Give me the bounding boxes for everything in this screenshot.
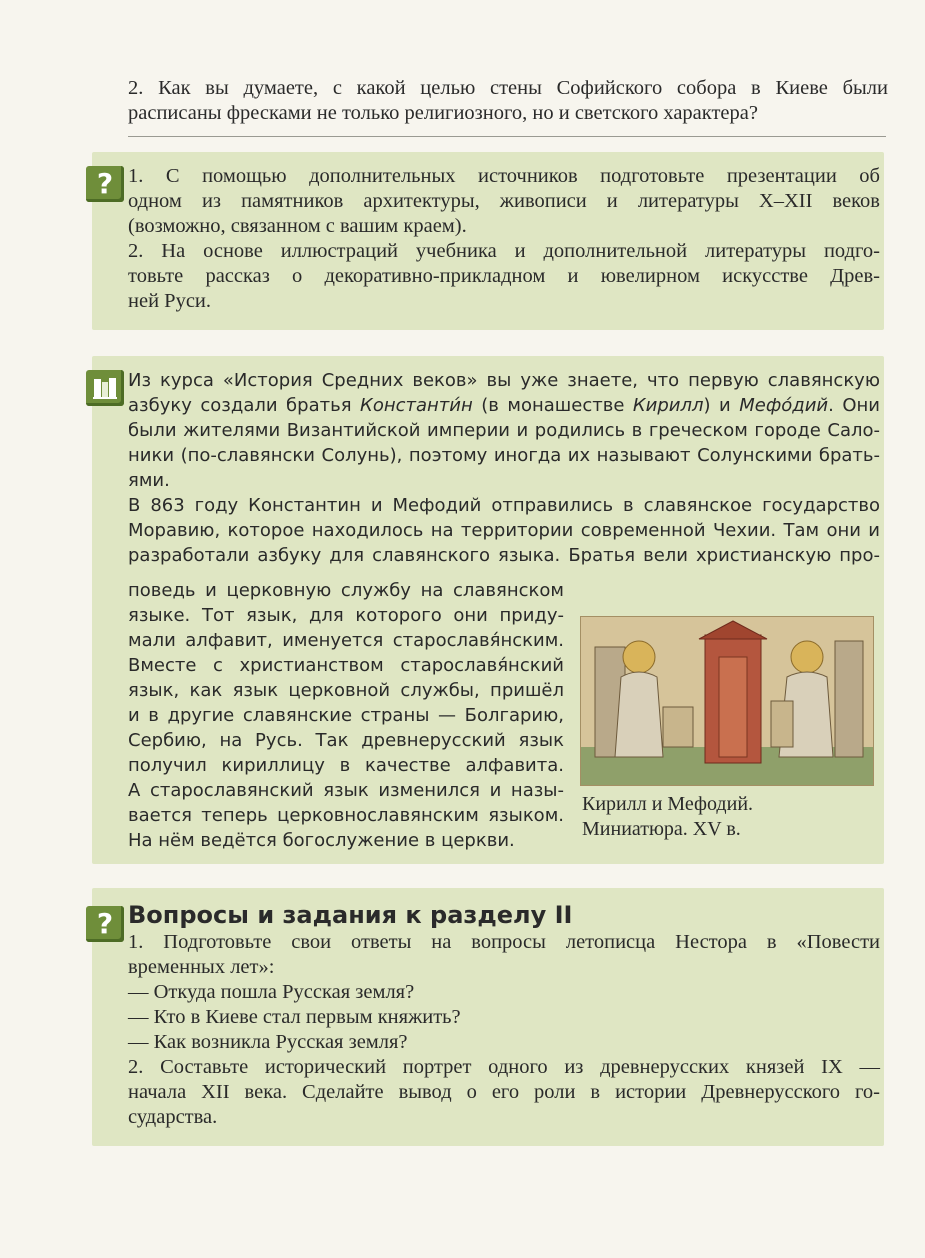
- top-question: [128, 76, 888, 126]
- question-icon: ?: [86, 166, 124, 202]
- divider: [128, 136, 886, 137]
- info-fragment: (в монашестве: [472, 395, 633, 416]
- info-line: язык, как язык церковной службы, пришёл: [128, 680, 564, 701]
- info-text-narrow: [128, 578, 564, 853]
- info-line: поведь и церковную службу на славянском: [128, 580, 564, 601]
- top-question-line: расписаны фресками не только религиозного, но и светского характера?: [128, 102, 758, 124]
- question-line: 1. Подготовьте свои ответы на вопросы летописца Нестора в «Повести: [128, 931, 880, 953]
- name-mefodiy: Мефо́дий: [739, 395, 829, 416]
- info-line: Вместе с христианством старославя́нский: [128, 655, 564, 676]
- info-line: Моравию, которое находилось на территории современной Чехии. Там они и: [128, 520, 880, 541]
- question-line: временных лет»:: [128, 956, 275, 978]
- info-fragment: азбуку создали братья: [128, 395, 361, 416]
- question-line: — Кто в Киеве стал первым княжить?: [128, 1006, 461, 1028]
- caption-line: Миниатюра. XV в.: [582, 818, 741, 840]
- info-line: и в другие славянские страны — Болгарию,: [128, 705, 564, 726]
- info-line: Из курса «История Средних веков» вы уже знаете, что первую славянскую: [128, 370, 880, 391]
- info-line: ники (по-славянски Солунь), поэтому иногда их называют Солунскими брать-: [128, 445, 880, 466]
- section-heading: Вопросы и задания к разделу II: [128, 901, 573, 929]
- info-line: ями.: [128, 470, 170, 491]
- books-icon: [86, 370, 124, 406]
- section-questions: [128, 900, 880, 1130]
- tasks-line: 1. С помощью дополнительных источников подготовьте презентации об: [128, 165, 880, 187]
- tasks-line: ней Руси.: [128, 290, 212, 312]
- illustration-caption: [582, 792, 872, 842]
- question-line: 2. Составьте исторический портрет одного из древнерусских князей IX —: [128, 1056, 880, 1078]
- info-line: А старославянский язык изменился и назы-: [128, 780, 564, 801]
- tasks-text: [128, 164, 880, 314]
- top-question-line: 2. Как вы думаете, с какой целью стены Софийского собора в Киеве были: [128, 77, 888, 99]
- info-line: вается теперь церковнославянским языком.: [128, 805, 564, 826]
- tasks-line: одном из памятников архитектуры, живописи и литературы X–XII веков: [128, 190, 880, 212]
- question-icon: ?: [86, 906, 124, 942]
- info-fragment: . Они: [828, 395, 881, 416]
- info-line: В 863 году Константин и Мефодий отправились в славянское государство: [128, 495, 880, 516]
- question-line: начала XII века. Сделайте вывод о его роли в истории Древнерусского го-: [128, 1081, 880, 1103]
- info-line: разработали азбуку для славянского языка. Братья вели христианскую про-: [128, 545, 880, 566]
- info-text: [128, 368, 880, 568]
- info-line: На нём ведётся богослужение в церкви.: [128, 830, 515, 851]
- caption-line: Кирилл и Мефодий.: [582, 793, 754, 815]
- info-line: Сербию, на Русь. Так древнерусский язык: [128, 730, 564, 751]
- question-line: сударства.: [128, 1106, 218, 1128]
- info-line: были жителями Византийской империи и родились в греческом городе Сало-: [128, 420, 880, 441]
- question-line: — Как возникла Русская земля?: [128, 1031, 408, 1053]
- question-line: — Откуда пошла Русская земля?: [128, 981, 415, 1003]
- info-line: мали алфавит, именуется старославя́нским.: [128, 630, 564, 651]
- tasks-line: товьте рассказ о декоративно-прикладном и ювелирном искусстве Древ-: [128, 265, 880, 287]
- name-konstantin: Константи́н: [360, 395, 473, 416]
- name-kirill: Кирилл: [632, 395, 704, 416]
- info-fragment: ) и: [703, 395, 740, 416]
- info-line: получил кириллицу в качестве алфавита.: [128, 755, 564, 776]
- miniature-illustration: [580, 616, 874, 786]
- info-line: языке. Тот язык, для которого они приду-: [128, 605, 564, 626]
- tasks-line: 2. На основе иллюстраций учебника и дополнительной литературы подго-: [128, 240, 880, 262]
- tasks-line: (возможно, связанном с вашим краем).: [128, 215, 467, 237]
- info-line-names: [128, 393, 880, 418]
